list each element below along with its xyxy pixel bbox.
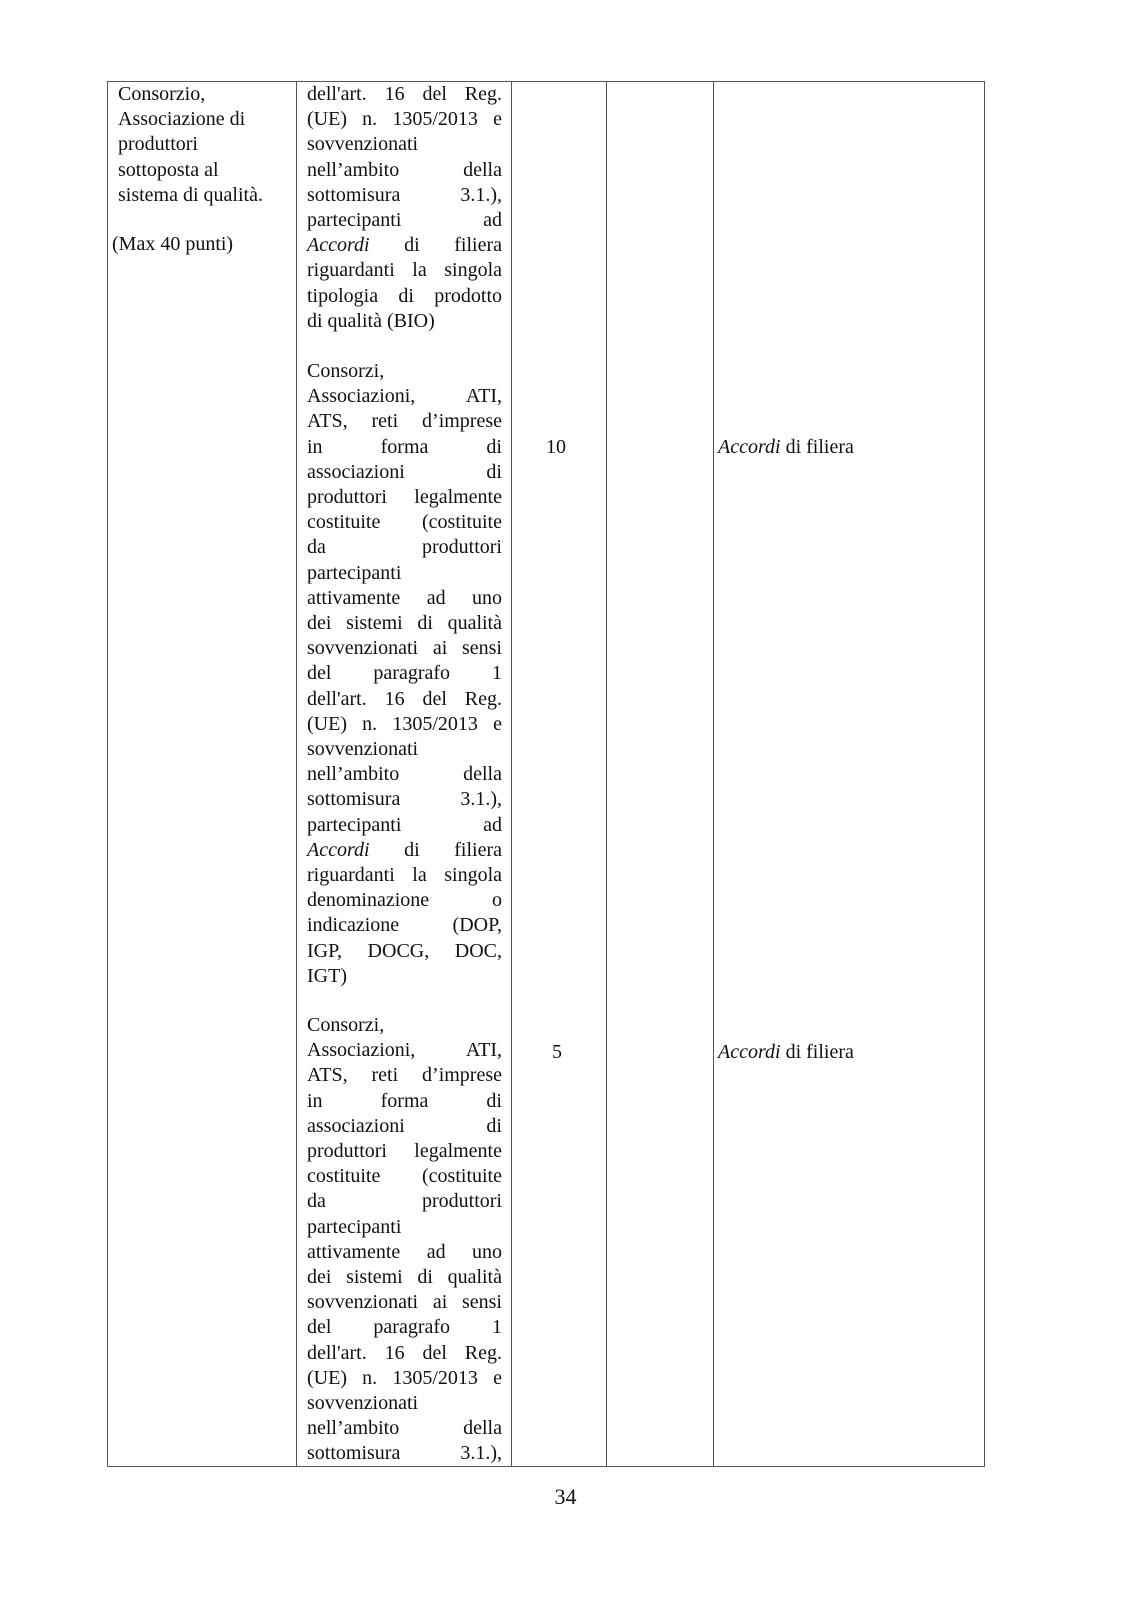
description-block-3 xyxy=(307,1013,502,1467)
description-line: Consorzi, xyxy=(307,1014,385,1036)
description-line: Associazioni, ATI, xyxy=(307,385,502,408)
description-line: sottomisura 3.1.), xyxy=(307,788,502,811)
description-line: da produttori xyxy=(307,1190,502,1213)
description-line: associazioni di xyxy=(307,1114,502,1137)
description-line: riguardanti la singola xyxy=(307,864,502,887)
description-italic: Accordi xyxy=(307,234,370,257)
description-line: dell'art. 16 del Reg. xyxy=(307,687,502,710)
description-line: nell’ambito della xyxy=(307,158,502,181)
description-line: partecipanti xyxy=(307,561,402,584)
description-line: in forma di xyxy=(307,435,502,458)
column-divider xyxy=(511,82,512,1466)
criteria-table xyxy=(107,81,985,1467)
note-accordi-filiera xyxy=(718,435,854,460)
description-line: attivamente ad uno xyxy=(307,1240,502,1263)
description-line: (UE) n. 1305/2013 e xyxy=(307,1366,502,1389)
description-line: ATS, reti d’imprese xyxy=(307,1064,502,1087)
description-line: IGT) xyxy=(307,964,347,987)
description-line: (UE) n. 1305/2013 e xyxy=(307,108,502,131)
max-points: (Max 40 punti) xyxy=(112,233,234,255)
description-block-2 xyxy=(307,359,502,989)
description-line: sovvenzionati xyxy=(307,133,419,156)
description-line: da produttori xyxy=(307,536,502,559)
criterion-line: sottoposta al xyxy=(118,158,219,181)
column-divider xyxy=(713,82,714,1466)
description-line: dell'art. 16 del Reg. xyxy=(307,1341,502,1364)
description-line: Associazioni, ATI, xyxy=(307,1039,502,1062)
description-line: Consorzi, xyxy=(307,360,385,382)
description-rest: di filiera xyxy=(369,234,502,257)
description-line: denominazione o xyxy=(307,889,502,912)
description-line xyxy=(307,838,502,863)
note-accordi-filiera xyxy=(718,1040,854,1065)
description-line: sottomisura 3.1.), xyxy=(307,1442,502,1465)
note-italic: Accordi xyxy=(718,1041,781,1063)
description-line: sovvenzionati ai sensi xyxy=(307,637,502,660)
description-line: indicazione (DOP, xyxy=(307,914,502,937)
description-line: tipologia di prodotto xyxy=(307,284,502,307)
description-line: dell'art. 16 del Reg. xyxy=(307,83,502,105)
description-line: sottomisura 3.1.), xyxy=(307,183,502,206)
description-line xyxy=(307,233,502,258)
description-line: riguardanti la singola xyxy=(307,259,502,282)
description-line: nell’ambito della xyxy=(307,763,502,786)
description-line: IGP, DOCG, DOC, xyxy=(307,939,502,962)
description-line: sovvenzionati xyxy=(307,738,419,761)
description-line: partecipanti ad xyxy=(307,209,502,232)
note-rest: di filiera xyxy=(780,1041,854,1063)
criterion-cell xyxy=(118,82,288,208)
description-line: in forma di xyxy=(307,1089,502,1112)
description-line: del paragrafo 1 xyxy=(307,1316,502,1339)
note-italic: Accordi xyxy=(718,436,781,458)
column-divider xyxy=(606,82,607,1466)
description-rest: di filiera xyxy=(369,838,502,861)
score-value: 5 xyxy=(552,1041,562,1063)
description-line: dei sistemi di qualità xyxy=(307,1266,502,1289)
criterion-line: Consorzio, xyxy=(118,83,206,105)
description-line: dei sistemi di qualità xyxy=(307,612,502,635)
description-line: nell’ambito della xyxy=(307,1417,502,1440)
score-value: 10 xyxy=(546,436,566,458)
description-line: partecipanti ad xyxy=(307,813,502,836)
description-line: di qualità (BIO) xyxy=(307,309,435,332)
criterion-line: produttori xyxy=(118,133,198,156)
description-line: sovvenzionati ai sensi xyxy=(307,1291,502,1314)
criterion-line: Associazione di xyxy=(118,108,246,131)
description-line: associazioni di xyxy=(307,460,502,483)
description-line: costituite (costituite xyxy=(307,511,502,534)
description-block-1 xyxy=(307,82,502,334)
description-line: del paragrafo 1 xyxy=(307,662,502,685)
description-line: partecipanti xyxy=(307,1215,402,1238)
criterion-line: sistema di qualità. xyxy=(118,183,263,206)
description-line: sovvenzionati xyxy=(307,1392,419,1415)
description-line: produttori legalmente xyxy=(307,1140,502,1163)
description-line: (UE) n. 1305/2013 e xyxy=(307,712,502,735)
description-italic: Accordi xyxy=(307,838,370,861)
description-line: costituite (costituite xyxy=(307,1165,502,1188)
description-line: produttori legalmente xyxy=(307,486,502,509)
description-line: ATS, reti d’imprese xyxy=(307,410,502,433)
description-line: attivamente ad uno xyxy=(307,586,502,609)
column-divider xyxy=(296,82,297,1466)
page-number: 34 xyxy=(554,1484,577,1509)
note-rest: di filiera xyxy=(780,436,854,458)
